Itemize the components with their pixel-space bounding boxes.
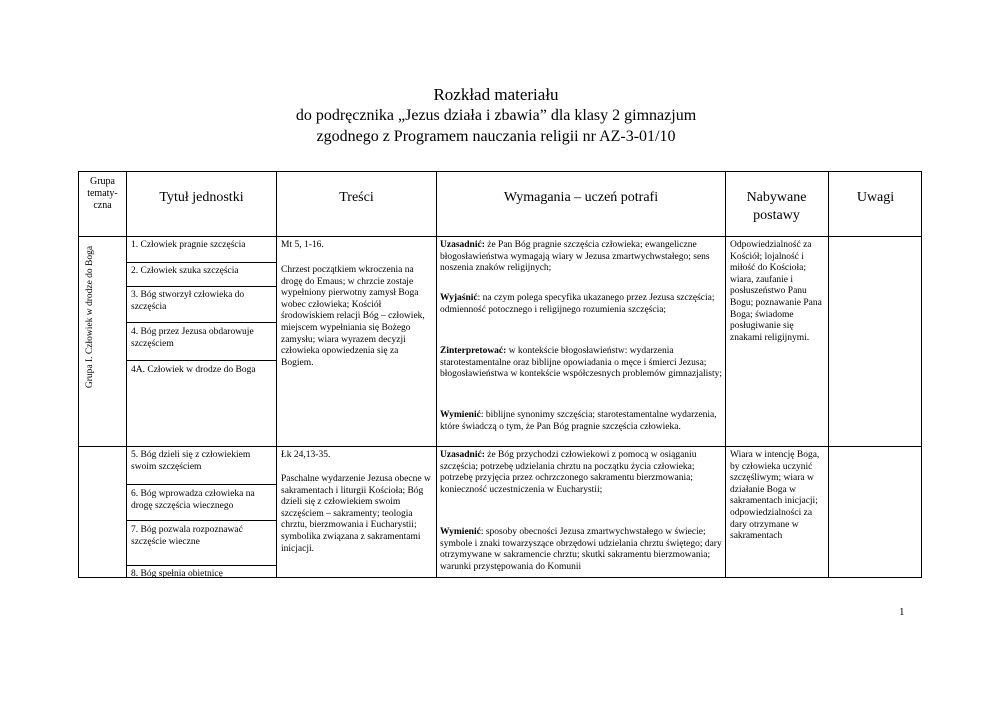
title-line-3: zgodnego z Programem nauczania religii nr AZ-3-01/10 <box>316 128 676 145</box>
title-line-1: Rozkład materiału <box>433 85 559 104</box>
unit-title: 3. Bóg stworzył człowieka do szczęścia <box>131 290 245 312</box>
requirement: Wyjaśnić: na czym polega specyfika ukazanego przez Jezusa szczęścia; odmienność potocznego i religijnego rozumienia szczęścia; <box>440 293 715 315</box>
unit-title: 1. Człowiek pragnie szczęścia <box>131 240 246 250</box>
unit-title: 8. Bóg spełnia obietnicę <box>131 569 223 579</box>
unit-title: 6. Bóg wprowadza człowieka na drogę szczęścia wiecznego <box>131 489 255 511</box>
requirement: Zinterpretować: w kontekście błogosławieństw: wydarzenia starotestamentalne oraz biblijne opowiadania o męce i śmierci Jezusa; błogosławieństwa w kontekście współczesnych problemów gimnazjalisty; <box>440 346 723 380</box>
header-wymagania: Wymagania – uczeń potrafi <box>503 190 659 205</box>
group-divider <box>78 446 922 447</box>
postawy-text: Odpowiedzialność za Kościół; lojalność i miłość do Kościoła; wiara, zaufanie i posłuszeństwo Panu Bogu; poznawanie Pana Boga; świadome posługiwanie się znakami religijnymi. <box>730 240 822 343</box>
col-divider <box>436 171 437 578</box>
header-tytul: Tytuł jednostki <box>159 190 244 205</box>
col-divider <box>828 171 829 578</box>
requirement: Wymienić: sposoby obecności Jezusa zmartwychwstałego w świecie; symbole i znaki towarzyszące obrzędowi udzielania chrztu świętego; dary otrzymywane w sakramencie chrztu; skutki sakramentu bierzmowania; warunki przystępowania do Komunii <box>440 527 722 572</box>
postawy-text: Wiara w intencję Boga, by człowieka uczynić szczęśliwym; wiara w działanie Boga w sakramentach inicjacji; odpowiedzialności za dary otrzymane w sakramentach <box>730 450 820 542</box>
row-divider <box>126 565 276 566</box>
header-uwagi: Uwagi <box>856 190 895 205</box>
header-tresci: Treści <box>339 190 374 205</box>
requirement: Wymienić: biblijne synonimy szczęścia; starotestamentalne wydarzenia, które świadczą o tym, że Pan Bóg pragnie szczęścia człowieka. <box>440 410 717 432</box>
unit-title: 7. Bóg pozwala rozpoznawać szczęście wieczne <box>131 525 243 547</box>
unit-title: 4. Bóg przez Jezusa obdarowuje szczęściem <box>131 327 254 349</box>
tresci-text: Chrzest początkiem wkroczenia na drogę do Emaus; w chrzcie zostaje wypełniony pierwotny zamysł Boga wobec człowieka; Kościół środowiskiem relacji Bóg – człowiek, miejscem wypełniania się Bożego zamysłu; wiara wyrazem decyzji człowieka opowiedzenia się za Bogiem. <box>281 265 425 368</box>
tresci-reference: Łk 24,13-35. <box>281 450 331 460</box>
requirement: Uzasadnić: że Pan Bóg pragnie szczęścia człowieka; ewangeliczne błogosławieństwa wymagają wiary w Jezusa zmartwychwstałego; sens noszenia znaków religijnych; <box>440 240 710 274</box>
page-number: 1 <box>899 606 905 618</box>
row-divider <box>126 484 276 485</box>
header-divider <box>78 236 922 237</box>
requirement: Uzasadnić: że Bóg przychodzi człowiekowi z pomocą w osiąganiu szczęścia; potrzebę udzielania chrztu na początku życia człowieka; potrzebę przyjęcia przez ochrzczonego sakramentu bierzmowania; konieczność uczestniczenia w Eucharystii; <box>440 450 697 495</box>
row-divider <box>126 322 276 323</box>
col-divider <box>276 171 277 578</box>
row-divider <box>126 520 276 521</box>
document-title <box>0 84 992 147</box>
header-grupa: Grupa tematy-czna <box>87 176 118 211</box>
unit-title: 4A. Człowiek w drodze do Boga <box>131 365 256 375</box>
col-divider <box>126 171 127 578</box>
row-divider <box>126 286 276 287</box>
title-line-2: do podręcznika „Jezus działa i zbawia” dla klasy 2 gimnazjum <box>295 107 697 124</box>
group-label: Grupa I. Człowiek w drodze do Boga <box>85 245 95 389</box>
unit-title: 2. Człowiek szuka szczęścia <box>131 266 239 276</box>
tresci-text: Paschalne wydarzenie Jezusa obecne w sakramentach i liturgii Kościoła; Bóg dzieli się z człowiekiem swoim szczęściem – sakramenty; teologia chrztu, bierzmowania i Eucharystii; symbolika związana z sakramentami inicjacji. <box>281 474 431 554</box>
header-postawy: Nabywane postawy <box>746 190 807 223</box>
tresci-reference: Mt 5, 1-16. <box>281 240 324 250</box>
col-divider <box>725 171 726 578</box>
row-divider <box>126 262 276 263</box>
row-divider <box>126 360 276 361</box>
unit-title: 5. Bóg dzieli się z człowiekiem swoim szczęściem <box>131 450 251 472</box>
